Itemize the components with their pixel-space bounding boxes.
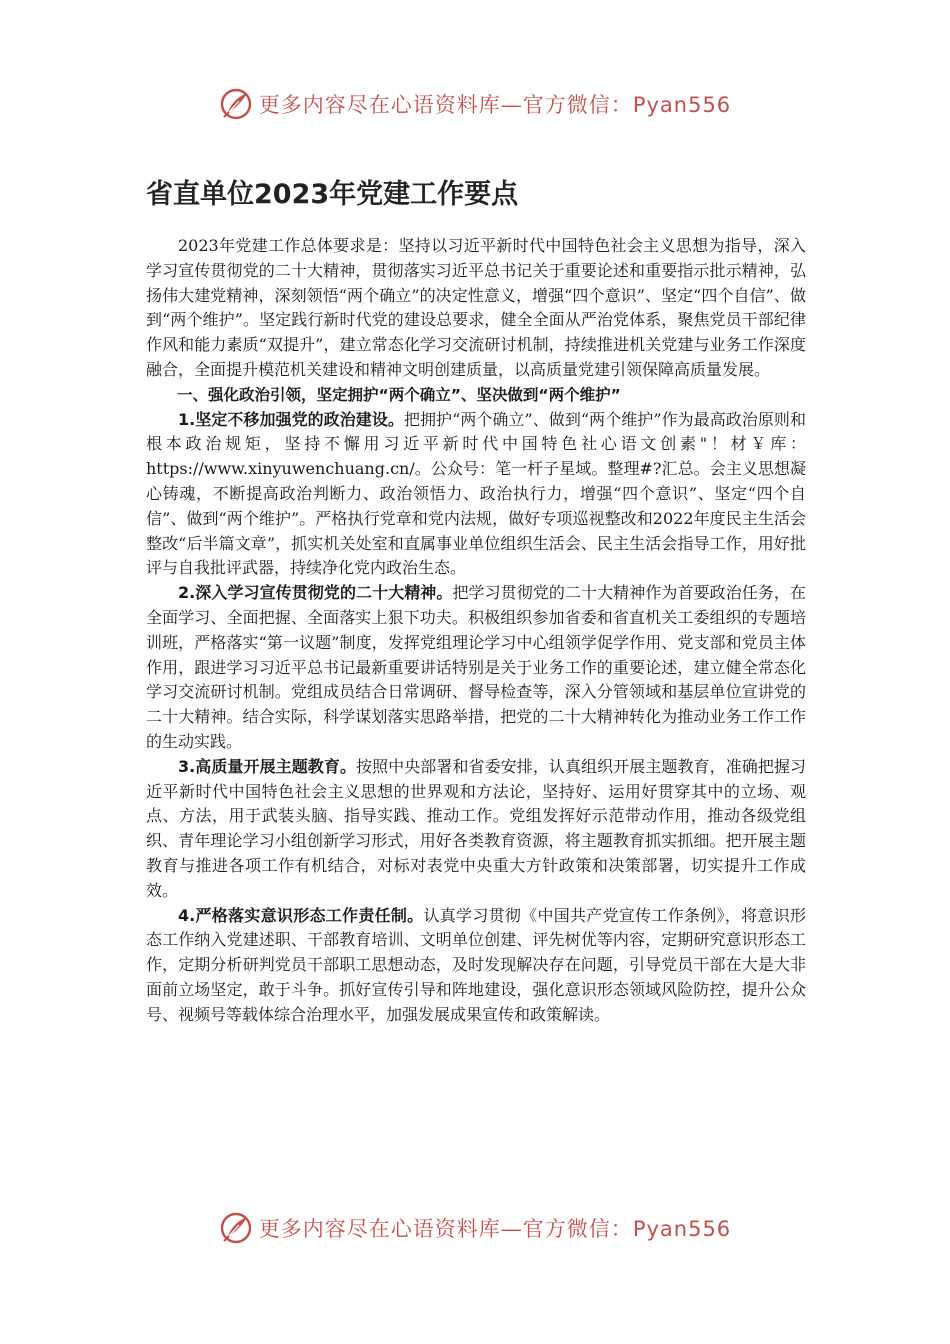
item-lead: 2.深入学习宣传贯彻党的二十大精神。 <box>178 583 453 603</box>
document-body <box>146 234 806 1028</box>
item-lead: 3.高质量开展主题教育。 <box>178 756 357 776</box>
item-paragraph <box>146 755 806 904</box>
feather-quill-icon <box>219 87 253 121</box>
wechat-id: Pyan556 <box>632 1217 732 1241</box>
document-title: 省直单位2023年党建工作要点 <box>146 179 519 210</box>
item-lead: 4.严格落实意识形态工作责任制。 <box>178 905 424 925</box>
section-heading: 一、强化政治引领，坚定拥护“两个确立”、坚决做到“两个维护” <box>177 385 621 404</box>
item-body: 按照中央部署和省委安排，认真组织开展主题教育，准确把握习近平新时代中国特色社会主义思想的世界观和方法论，坚持好、运用好贯穿其中的立场、观点、方法，用于武装头脑、指导实践、推动工作。党组发挥好示范带动作用，推动各级党组织、青年理论学习小组创新学习形式，用好各类教育资源，将主题教育抓实抓细。把开展主题教育与推进各项工作有机结合，对标对表党中央重大方针政策和决策部署，切实提升工作成效。 <box>146 756 806 900</box>
watermark-banner-top <box>0 84 950 124</box>
watermark-banner-bottom <box>0 1208 950 1248</box>
watermark-text: 更多内容尽在心语资料库—官方微信：Pyan556 <box>258 1217 732 1241</box>
wechat-id: Pyan556 <box>632 93 732 117</box>
feather-quill-icon <box>219 1211 253 1245</box>
item-paragraph <box>146 581 806 755</box>
intro-paragraph: 2023年党建工作总体要求是：坚持以习近平新时代中国特色社会主义思想为指导，深入学习宣传贯彻党的二十大精神，贯彻落实习近平总书记关于重要论述和重要指示批示精神，弘扬伟大建党精神，深刻领悟“两个确立”的决定性意义，增强“四个意识”、坚定“四个自信”、做到“两个维护”。坚定践行新时代党的建设总要求，健全全面从严治党体系，聚焦党员干部纪律作风和能力素质“双提升”，建立常态化学习交流研讨机制，持续推进机关党建与业务工作深度融合，全面提升模范机关建设和精神文明创建质量，以高质量党建引领保障高质量发展。 <box>146 236 806 379</box>
item-paragraph <box>146 904 806 1028</box>
item-body: 把学习贯彻党的二十大精神作为首要政治任务，在全面学习、全面把握、全面落实上狠下功夫。积极组织参加省委和省直机关工委组织的专题培训班，严格落实“第一议题”制度，发挥党组理论学习中心组领学促学作用、党支部和党员主体作用，跟进学习习近平总书记最新重要讲话特别是关于业务工作的重要论述，建立健全常态化学习交流研讨机制。党组成员结合日常调研、督导检查等，深入分管领域和基层单位宣讲党的二十大精神。结合实际，科学谋划落实思路举措，把党的二十大精神转化为推动业务工作工作的生动实践。 <box>146 583 806 751</box>
item-paragraph <box>146 408 806 582</box>
item-body: 把拥护“两个确立”、做到“两个维护”作为最高政治原则和根本政治规矩，坚持不懈用习近平新时代中国特色社心语文创素"！材￥库：https://www.xinyuwenchuang.cn/。公众号：笔一杆子星域。整理#?汇总。会主义思想凝心铸魂，不断提高政治判断力、政治领悟力、政治执行力，增强“四个意识”、坚定“四个自信”、做到“两个维护”。严格执行党章和党内法规，做好专项巡视整改和2022年度民主生活会整改“后半篇文章”，抓实机关处室和直属事业单位组织生活会、民主生活会指导工作，用好批评与自我批评武器，持续净化党内政治生态。 <box>146 409 806 578</box>
item-lead: 1.坚定不移加强党的政治建设。 <box>178 409 404 429</box>
watermark-text: 更多内容尽在心语资料库—官方微信：Pyan556 <box>258 93 732 117</box>
item-body: 认真学习贯彻《中国共产党宣传工作条例》，将意识形态工作纳入党建述职、干部教育培训、文明单位创建、评先树优等内容，定期研究意识形态工作，定期分析研判党员干部职工思想动态，及时发现解决存在问题，引导党员干部在大是大非面前立场坚定，敢于斗争。抓好宣传引导和阵地建设，强化意识形态领域风险防控，提升公众号、视频号等载体综合治理水平，加强发展成果宣传和政策解读。 <box>146 905 806 1024</box>
